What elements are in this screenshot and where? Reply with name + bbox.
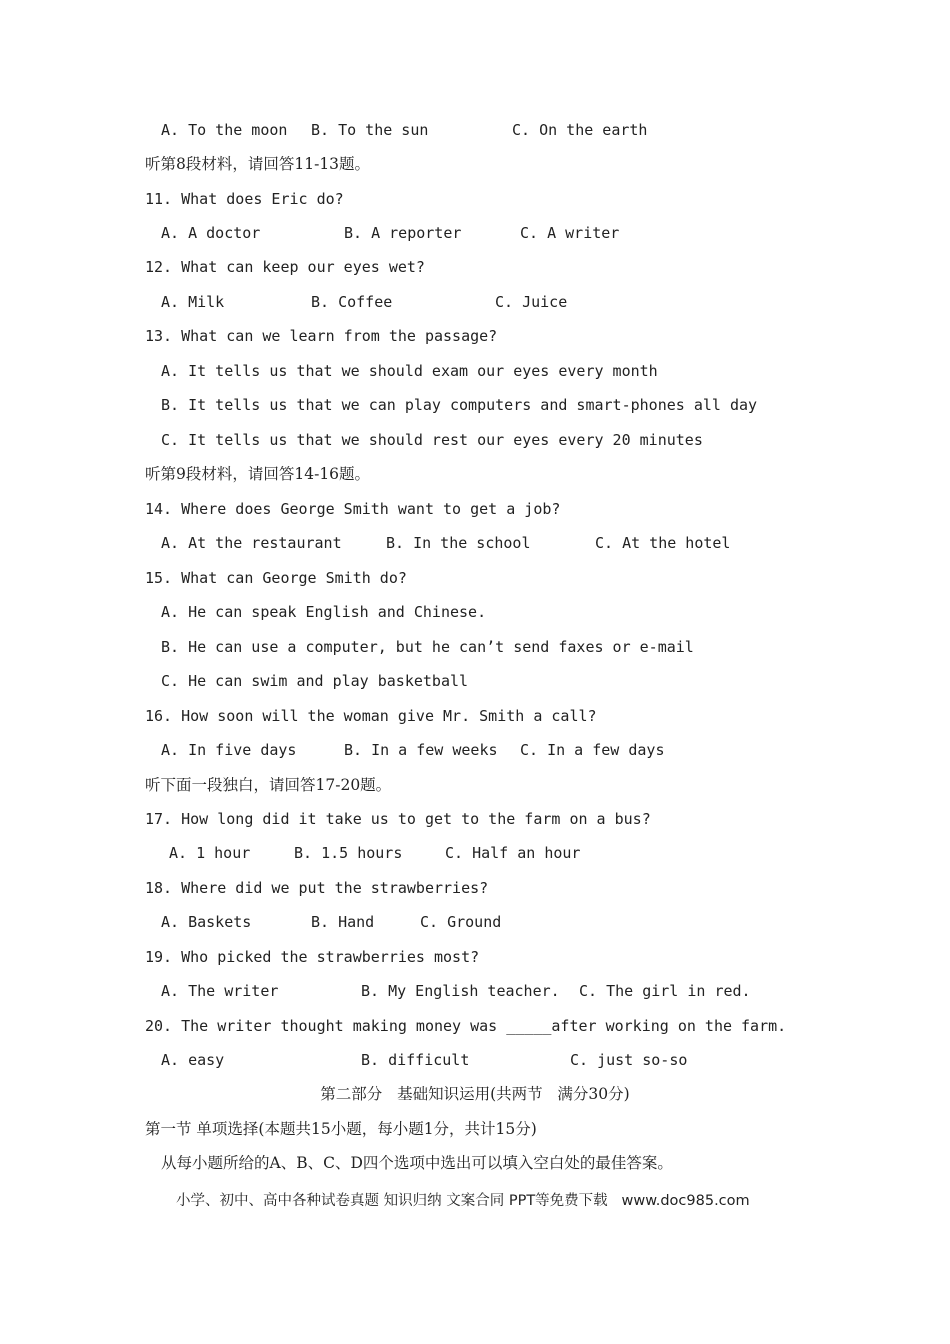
q14-option-a: A. At the restaurant bbox=[161, 534, 342, 552]
q11-option-c: C. A writer bbox=[520, 224, 620, 242]
q12-option-c: C. Juice bbox=[495, 293, 568, 311]
q18-option-a: A. Baskets bbox=[161, 913, 252, 931]
q18-option-b: B. Hand bbox=[311, 913, 375, 931]
q10-option-c: C. On the earth bbox=[512, 121, 648, 139]
q16-option-b: B. In a few weeks bbox=[344, 741, 498, 759]
q12-option-b: B. Coffee bbox=[311, 293, 393, 311]
q20-option-a: A. easy bbox=[161, 1051, 225, 1069]
q17-question: 17. How long did it take us to get to the farm on a bus? bbox=[145, 810, 651, 828]
section8-intro: 听第8段材料，请回答11-13题。 bbox=[145, 155, 371, 173]
q13-option-b: B. It tells us that we can play computers and smart-phones all day bbox=[161, 396, 758, 414]
q12-option-a: A. Milk bbox=[161, 293, 225, 311]
q15-option-b: B. He can use a computer, but he can’t send faxes or e-mail bbox=[161, 638, 694, 656]
section1-instruction: 从每小题所给的A、B、C、D四个选项中选出可以填入空白处的最佳答案。 bbox=[161, 1154, 673, 1172]
q20-question: 20. The writer thought making money was _____after working on the farm. bbox=[145, 1017, 787, 1035]
q17-option-b: B. 1.5 hours bbox=[294, 844, 403, 862]
q11-option-a: A. A doctor bbox=[161, 224, 261, 242]
section9-intro: 听第9段材料，请回答14-16题。 bbox=[145, 465, 371, 483]
q14-option-b: B. In the school bbox=[386, 534, 531, 552]
part2-title: 第二部分 基础知识运用(共两节 满分30分) bbox=[320, 1085, 630, 1103]
q20-option-c: C. just so-so bbox=[570, 1051, 688, 1069]
section1-title: 第一节 单项选择(本题共15小题，每小题1分，共计15分) bbox=[145, 1120, 537, 1138]
q18-option-c: C. Ground bbox=[420, 913, 502, 931]
q16-question: 16. How soon will the woman give Mr. Smith a call? bbox=[145, 707, 597, 725]
q13-question: 13. What can we learn from the passage? bbox=[145, 327, 498, 345]
q16-option-a: A. In five days bbox=[161, 741, 297, 759]
q18-question: 18. Where did we put the strawberries? bbox=[145, 879, 489, 897]
q11-question: 11. What does Eric do? bbox=[145, 190, 344, 208]
q10-option-b: B. To the sun bbox=[311, 121, 429, 139]
q16-option-c: C. In a few days bbox=[520, 741, 665, 759]
q19-option-c: C. The girl in red. bbox=[579, 982, 751, 1000]
q15-option-c: C. He can swim and play basketball bbox=[161, 672, 469, 690]
q19-option-b: B. My English teacher. bbox=[361, 982, 560, 1000]
q17-option-c: C. Half an hour bbox=[445, 844, 581, 862]
q15-question: 15. What can George Smith do? bbox=[145, 569, 407, 587]
q13-option-a: A. It tells us that we should exam our eyes every month bbox=[161, 362, 658, 380]
monologue-intro: 听下面一段独白，请回答17-20题。 bbox=[145, 776, 392, 794]
q12-question: 12. What can keep our eyes wet? bbox=[145, 258, 425, 276]
q19-option-a: A. The writer bbox=[161, 982, 279, 1000]
footer-link[interactable]: 小学、初中、高中各种试卷真题 知识归纳 文案合同 PPT等免费下载 www.doc985.com bbox=[176, 1193, 750, 1209]
q19-question: 19. Who picked the strawberries most? bbox=[145, 948, 480, 966]
q14-question: 14. Where does George Smith want to get a job? bbox=[145, 500, 561, 518]
q11-option-b: B. A reporter bbox=[344, 224, 462, 242]
q10-option-a: A. To the moon bbox=[161, 121, 288, 139]
q13-option-c: C. It tells us that we should rest our eyes every 20 minutes bbox=[161, 431, 703, 449]
q14-option-c: C. At the hotel bbox=[595, 534, 731, 552]
q20-option-b: B. difficult bbox=[361, 1051, 470, 1069]
q15-option-a: A. He can speak English and Chinese. bbox=[161, 603, 487, 621]
q17-option-a: A. 1 hour bbox=[169, 844, 251, 862]
